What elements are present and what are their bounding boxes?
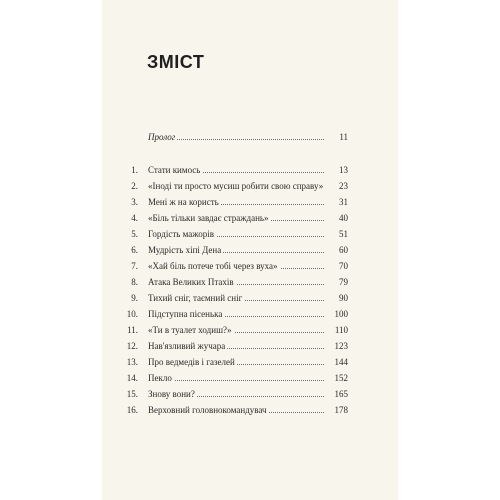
toc-page-number: 51 — [324, 227, 348, 241]
toc-entry-label: «Іноді ти просто мусиш робити свою справу» — [148, 181, 324, 191]
toc-entry-number: 6. — [131, 245, 138, 255]
toc-page-number: 144 — [324, 355, 348, 369]
toc-page-number: 60 — [324, 243, 348, 257]
toc-entry-number: 13. — [126, 357, 138, 367]
toc-entry-label: Підступна пісенька — [148, 309, 223, 319]
toc-entry-label: Пролог — [148, 132, 176, 142]
toc-entry-number: 4. — [131, 213, 138, 223]
toc-row-prologue — [102, 130, 398, 144]
toc-row — [102, 355, 398, 369]
toc-entry-label: Нав'язливий жучара — [148, 341, 226, 351]
toc-row — [102, 323, 398, 337]
toc-entry-label: Пекло — [148, 373, 172, 383]
toc-row — [102, 259, 398, 273]
toc-row — [102, 307, 398, 321]
toc-row — [102, 227, 398, 241]
leader-dots — [148, 380, 344, 381]
toc-page-number: 123 — [324, 339, 348, 353]
toc-entry-number: 14. — [126, 373, 138, 383]
toc-entry-number: 2. — [131, 181, 138, 191]
toc-entry-number: 8. — [131, 277, 138, 287]
toc-page-number: 11 — [324, 130, 348, 144]
toc-entry-number: 11. — [127, 325, 138, 335]
toc-entry-label: Верховний головнокомандувач — [148, 405, 267, 415]
toc-entry-number: 15. — [126, 389, 138, 399]
toc-entry-label: Мудрість хіпі Дена — [148, 245, 222, 255]
toc-row — [102, 211, 398, 225]
toc-page-number: 110 — [324, 323, 348, 337]
toc-row — [102, 291, 398, 305]
toc-row — [102, 371, 398, 385]
toc-page-number: 13 — [324, 163, 348, 177]
toc-row — [102, 387, 398, 401]
toc-entry-label: «Хай біль потече тобі через вуха» — [148, 261, 278, 271]
toc-entry-number: 3. — [131, 197, 138, 207]
toc-row — [102, 179, 398, 193]
toc-entry-label: «Ти в туалет ходиш?» — [148, 325, 232, 335]
toc-page-number: 23 — [324, 179, 348, 193]
toc-row — [102, 243, 398, 257]
toc-page-number: 165 — [324, 387, 348, 401]
toc-page-number: 40 — [324, 211, 348, 225]
toc-page-number: 100 — [324, 307, 348, 321]
toc-row — [102, 403, 398, 417]
toc-entry-label: Знову вони? — [148, 389, 195, 399]
toc-row — [102, 339, 398, 353]
toc-page-number: 152 — [324, 371, 348, 385]
toc-entry-label: Атака Великих Птахів — [148, 277, 234, 287]
page-title: ЗМІСТ — [147, 52, 205, 72]
toc-entry-label: Мені ж на користь — [148, 197, 219, 207]
toc-entry-number: 9. — [131, 293, 138, 303]
toc-row — [102, 275, 398, 289]
toc-row — [102, 195, 398, 209]
toc-entry-number: 10. — [126, 309, 138, 319]
toc-entry-number: 7. — [131, 261, 138, 271]
toc-entry-label: «Біль тільки завдає страждань» — [148, 213, 269, 223]
toc-page-number: 79 — [324, 275, 348, 289]
toc-entry-label: Тихий сніг, таємний сніг — [148, 293, 243, 303]
toc-entry-label: Стати кимось — [148, 165, 201, 175]
toc-row — [102, 163, 398, 177]
toc-page-number: 70 — [324, 259, 348, 273]
toc-page-number: 90 — [324, 291, 348, 305]
toc-page-number: 178 — [324, 403, 348, 417]
book-page — [102, 0, 398, 500]
toc-entry-number: 5. — [131, 229, 138, 239]
toc-entry-label: Гордість мажорів — [148, 229, 215, 239]
toc-entry-label: Про ведмедів і газелей — [148, 357, 235, 367]
toc-entry-number: 1. — [131, 165, 138, 175]
leader-dots — [148, 139, 344, 140]
toc-entry-number: 16. — [126, 405, 138, 415]
toc-page-number: 31 — [324, 195, 348, 209]
toc-entry-number: 12. — [126, 341, 138, 351]
